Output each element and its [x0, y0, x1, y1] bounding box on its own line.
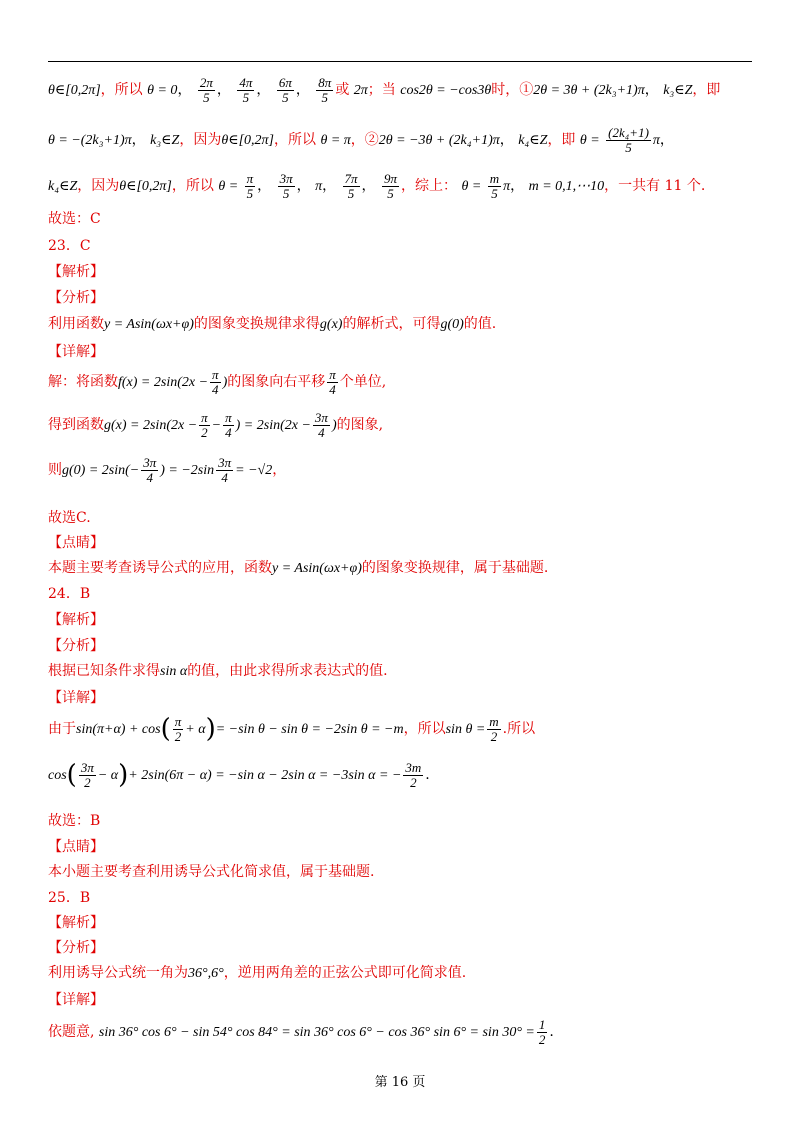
text: ，即	[547, 132, 576, 149]
numerator: 7π	[344, 171, 358, 186]
denominator: 5	[282, 89, 289, 105]
math: f(x) = 2sin(2x −	[118, 375, 209, 391]
math: sin α	[160, 664, 188, 679]
numerator: π	[201, 410, 208, 425]
text: ，	[177, 82, 192, 99]
q25-step-1	[48, 1018, 752, 1046]
text: 则	[48, 462, 62, 479]
q25-xiangjie: 【详解】	[48, 992, 104, 1008]
fraction	[403, 761, 423, 789]
fraction	[316, 76, 333, 104]
denominator: 4	[318, 424, 325, 440]
math: y = Asin(ωx+φ)	[272, 561, 362, 576]
math: θ = 0	[147, 83, 178, 99]
text: 的图象变换规律求得	[193, 316, 320, 332]
denominator: 2	[174, 728, 182, 744]
q23-jiexi: 【解析】	[48, 264, 104, 280]
fraction	[606, 126, 651, 154]
q24-comment: 本小题主要考查利用诱导公式化简求值，属于基础题.	[48, 864, 375, 880]
math: k₃∈Z	[150, 133, 180, 149]
q24-number: 24．B	[48, 586, 91, 602]
numerator: π	[225, 410, 232, 425]
math: k₄∈Z	[518, 133, 548, 149]
text: ，一共有 11 个.	[604, 178, 706, 195]
math: sin(π+α) + cos	[76, 722, 161, 737]
numerator: π	[174, 713, 182, 729]
numerator: 6π	[278, 75, 292, 90]
numerator: 9π	[384, 171, 398, 186]
math: θ =	[461, 179, 482, 195]
denominator: 5	[246, 185, 254, 201]
q22-line-1: θ∈[0,2π]，所以 θ = 0， $\frac{2\pi}{5}$ ， $\frac{4\pi}{5}$ ， $\frac{6\pi}{5}$ ， $\frac{8\pi}{5}$ 或 2π；当 cos2θ = −cos3θ时，①2θ = 3θ + (2k₃+1)π， k₃∈Z，即	[48, 75, 721, 105]
math: π	[315, 179, 323, 195]
numerator: 3π	[80, 759, 94, 775]
denominator: 2	[84, 774, 91, 790]
header-rule	[48, 61, 752, 62]
page-number: 第 16 页	[374, 1075, 426, 1090]
numerator: m	[489, 713, 499, 729]
numerator: 8π	[318, 75, 332, 90]
text: 的值，由此求得所求表达式的值.	[187, 663, 388, 679]
math: θ∈[0,2π]	[48, 83, 101, 99]
fraction	[487, 715, 500, 743]
math: θ =	[579, 133, 600, 149]
text: ，综上：	[401, 178, 458, 195]
text: 的图象,	[336, 417, 384, 434]
text: ，因为	[77, 178, 120, 195]
math: = −√2	[235, 463, 273, 479]
math: θ = π	[320, 133, 351, 149]
numerator: 4π	[239, 75, 253, 90]
q23-dianjing: 【点睛】	[48, 535, 104, 551]
fraction	[245, 172, 256, 200]
fraction	[216, 456, 233, 484]
q23-comment	[48, 557, 752, 577]
denominator: 5	[347, 185, 355, 201]
math: θ∈[0,2π]	[221, 133, 274, 149]
denominator: 5	[282, 185, 290, 201]
denominator: 5	[387, 185, 394, 201]
text: ，所以	[100, 82, 143, 99]
denominator: 2	[410, 774, 417, 790]
numerator: 2π	[199, 75, 213, 90]
q24-jiexi: 【解析】	[48, 612, 104, 628]
paren: )	[118, 760, 129, 790]
q24-fenxi: 【分析】	[48, 638, 104, 654]
denominator: 5	[321, 89, 329, 105]
denominator: 2	[538, 1031, 546, 1047]
fraction	[488, 172, 501, 200]
math: π	[503, 179, 511, 195]
text: ，所以	[403, 721, 446, 737]
denominator: 4	[212, 381, 219, 397]
math: 36°,6°	[188, 966, 224, 981]
text: ，②	[350, 132, 379, 149]
fraction	[237, 76, 254, 104]
math: ) = 2sin(2x −	[235, 418, 311, 434]
fraction	[173, 715, 184, 743]
denominator: 5	[242, 89, 250, 105]
text: 根据已知条件求得	[48, 663, 160, 679]
math: )	[331, 418, 337, 434]
numerator: π	[246, 171, 254, 186]
numerator: 3m	[405, 759, 422, 775]
text: ，	[272, 462, 287, 479]
math: 2θ = −3θ + (2k₄+1)π	[378, 133, 500, 149]
text: 的解析式，可得	[342, 316, 441, 332]
denominator: 4	[225, 424, 232, 440]
fraction	[79, 761, 96, 789]
q24-xiangjie: 【详解】	[48, 690, 104, 706]
text: 由于	[48, 721, 76, 737]
q23-answer: 故选C.	[48, 510, 91, 526]
text: ，因为	[179, 132, 222, 149]
fraction	[327, 368, 338, 396]
q24-step-1	[48, 714, 752, 744]
math: + α	[185, 722, 206, 737]
math: m = 0,1,⋯10	[528, 179, 605, 195]
paren: (	[160, 714, 171, 744]
q24-analysis	[48, 660, 752, 680]
math: cos	[48, 768, 67, 783]
q23-step-1	[48, 368, 752, 396]
text: 的值.	[463, 316, 497, 332]
q23-analysis	[48, 313, 752, 333]
math: − α	[97, 768, 119, 783]
fraction	[278, 172, 295, 200]
math: g(x) = 2sin(2x −	[104, 418, 198, 434]
text: .所以	[502, 721, 536, 737]
math: θ =	[218, 179, 239, 195]
text: 利用函数	[48, 316, 104, 332]
fraction	[198, 76, 215, 104]
q25-fenxi: 【分析】	[48, 940, 104, 956]
numerator: m	[489, 171, 500, 186]
math: θ = −(2k₃+1)π	[48, 133, 132, 149]
q23-step-2	[48, 411, 752, 439]
denominator: 5	[491, 185, 498, 201]
math: g(0)	[440, 317, 464, 332]
fraction	[223, 411, 234, 439]
denominator: 5	[625, 139, 632, 155]
q24-dianjing: 【点睛】	[48, 839, 104, 855]
text: ，即	[692, 82, 721, 99]
math: k₄∈Z	[48, 179, 78, 195]
fraction	[537, 1018, 548, 1046]
math: π	[652, 133, 660, 149]
fraction	[313, 411, 330, 439]
q24-answer: 故选：B	[48, 813, 101, 829]
math: sin θ =	[445, 722, 486, 737]
text: 或	[335, 82, 350, 99]
fraction	[199, 411, 210, 439]
q23-step-3	[48, 456, 752, 484]
q23-xiangjie: 【详解】	[48, 344, 104, 360]
text: ，所以	[171, 178, 214, 195]
text: 解：将函数	[48, 374, 118, 391]
q23-number: 23．C	[48, 238, 91, 254]
denominator: 4	[221, 469, 228, 485]
q25-jiexi: 【解析】	[48, 915, 104, 931]
q23-fenxi: 【分析】	[48, 290, 104, 306]
text: 的图象向右平移	[227, 374, 326, 391]
text: 时，①	[491, 82, 534, 99]
paren: (	[66, 760, 77, 790]
text: ，所以	[273, 132, 316, 149]
denominator: 5	[203, 89, 210, 105]
text: .	[549, 1024, 554, 1041]
fraction	[382, 172, 399, 200]
math: θ∈[0,2π]	[119, 179, 172, 195]
math: ) = −2sin	[160, 463, 215, 479]
text: 个单位,	[339, 374, 387, 391]
q25-number: 25．B	[48, 890, 91, 906]
math: k₃∈Z	[663, 83, 693, 99]
text: 的图象变换规律，属于基础题.	[361, 560, 549, 576]
numerator: 3π	[314, 410, 328, 425]
denominator: 4	[329, 381, 336, 397]
text: 本题主要考查诱导公式的应用，函数	[48, 560, 272, 576]
math: cos2θ = −cos3θ	[400, 83, 492, 99]
denominator: 2	[201, 424, 208, 440]
math: sin 36° cos 6° − sin 54° cos 84° = sin 36° cos 6° − cos 36° sin 6° = sin 30° =	[98, 1025, 535, 1041]
math: 2θ = 3θ + (2k₃+1)π	[533, 83, 645, 99]
numerator: π	[329, 367, 336, 382]
paren: )	[205, 714, 216, 744]
text: 得到函数	[48, 417, 104, 434]
math: + 2sin(6π − α) = −sin α − 2sin α = −3sin α = −	[128, 768, 402, 783]
fraction	[210, 368, 221, 396]
q22-answer: 故选：C	[48, 211, 101, 227]
numerator: 3π	[279, 171, 293, 186]
math: = −sin θ − sin θ = −2sin θ = −m	[215, 722, 404, 737]
numerator: 3π	[218, 455, 232, 470]
q25-analysis	[48, 962, 752, 982]
math: 2π	[353, 83, 368, 99]
text: .	[425, 767, 430, 783]
q24-step-2	[48, 760, 752, 790]
math: g(0) = 2sin(−	[62, 463, 140, 479]
text: ；当	[367, 82, 396, 99]
fraction	[277, 76, 294, 104]
q22-line-3: k₄∈Z，因为θ∈[0,2π]，所以 θ = $\frac{\pi}{5}$ ， $\frac{3\pi}{5}$ ， π， $\frac{7\pi}{5}$ ， $\frac{9\pi}{5}$ ，综上： θ = $\frac{m}{5}$ π， m = 0,1,⋯10，一共有 11 个.	[48, 171, 706, 201]
text: 依题意,	[48, 1024, 95, 1041]
numerator: 1	[538, 1017, 546, 1032]
fraction	[343, 172, 360, 200]
math: )	[222, 375, 228, 391]
math: −	[211, 418, 222, 434]
math: y = Asin(ωx+φ)	[104, 317, 194, 332]
numerator: 3π	[143, 455, 157, 470]
numerator: π	[212, 367, 219, 382]
text: 利用诱导公式统一角为	[48, 965, 188, 981]
q22-line-2: θ = −(2k₃+1)π， k₃∈Z，因为θ∈[0,2π]，所以 θ = π，②2θ = −3θ + (2k₄+1)π， k₄∈Z，即 θ = $\frac{\text{(2k₄+1)}}{5}$ π，	[48, 125, 674, 155]
fraction	[141, 456, 158, 484]
denominator: 4	[146, 469, 153, 485]
math: g(x)	[319, 317, 343, 332]
denominator: 2	[490, 728, 498, 744]
numerator: (2k₄+1)	[608, 125, 649, 140]
text: ，逆用两角差的正弦公式即可化简求值.	[223, 965, 467, 981]
